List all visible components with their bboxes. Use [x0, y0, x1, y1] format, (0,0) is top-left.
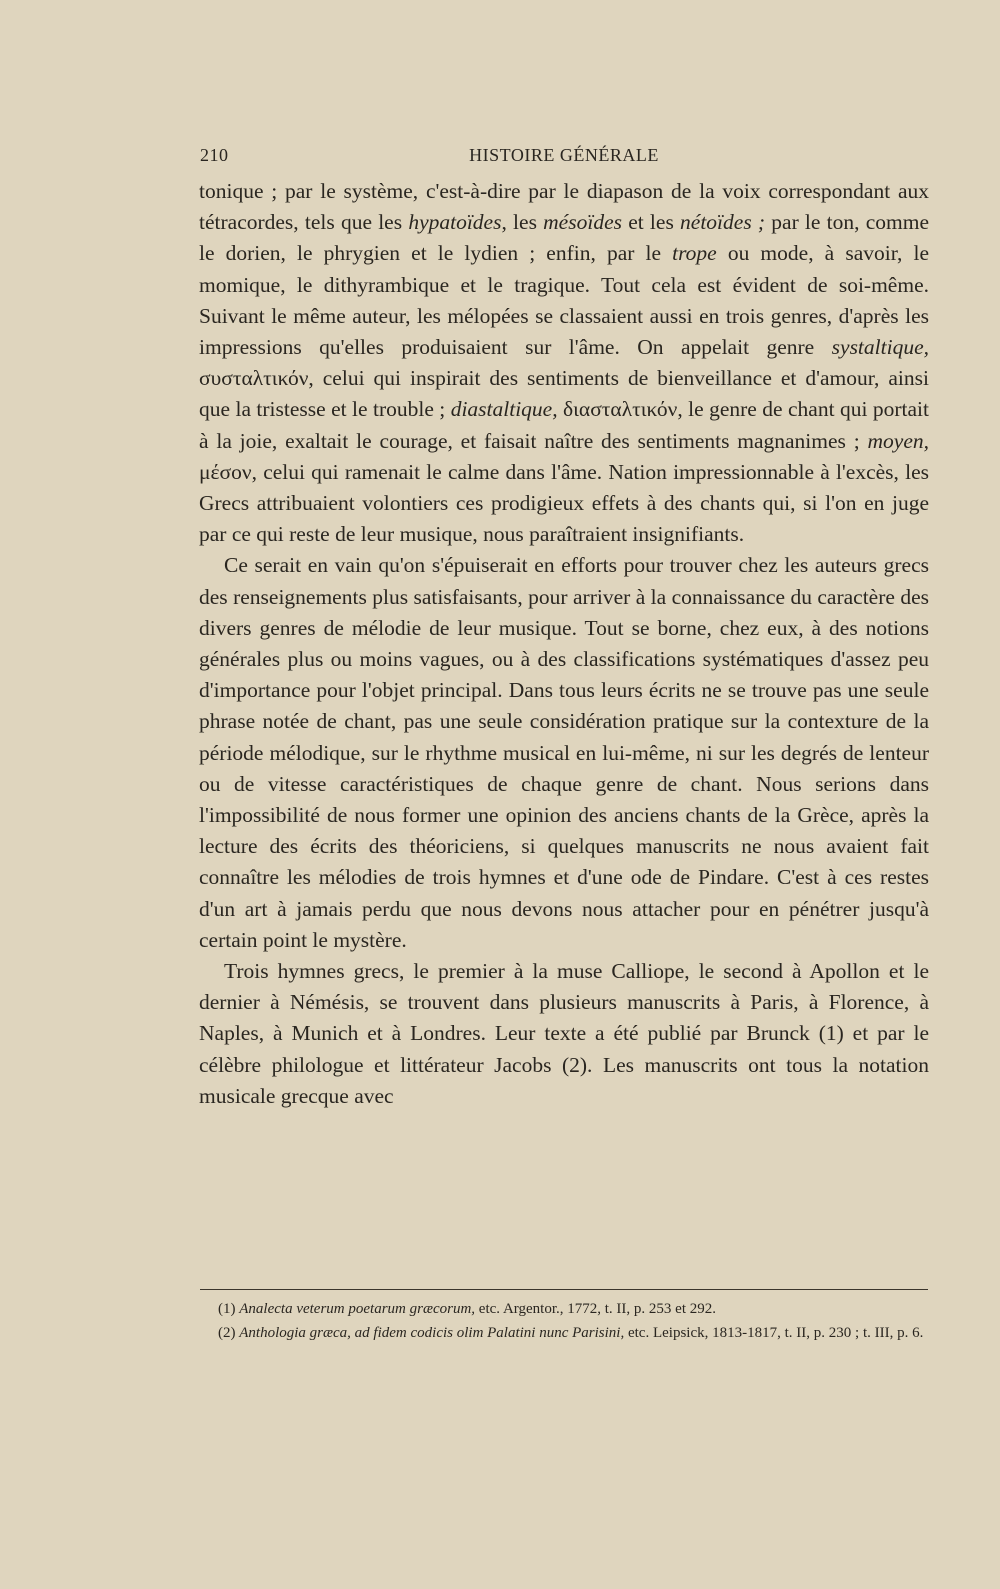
footnote-run: etc. Argentor., 1772, t. II, p. 253 et 292. — [475, 1301, 716, 1317]
footnote-2 — [200, 1321, 928, 1345]
text-run: Trois hymnes grecs, le premier à la muse Calliope, le second à Apollon et le dernier à Némésis, se trouvent dans plusieurs manuscrits à Paris, à Florence, à Naples, à Munich et à Londres. Leur texte a été publié par Brunck (1) et par le célèbre philologue et littérateur Jacobs (2). Les manuscrits ont tous la notation musicale grecque avec — [199, 959, 929, 1108]
footnote-run: Analecta veterum poetarum græcorum, — [239, 1301, 476, 1317]
footnote-run: (2) — [218, 1325, 240, 1341]
text-run: par le ton, comme le dorien, le phrygien et le lydien ; enfin, par le — [199, 210, 930, 266]
text-run: diastaltique, — [450, 397, 558, 422]
paragraph-2 — [199, 550, 929, 956]
text-run: διασταλτικόν, le genre de chant qui portait à la joie, exaltait le courage, et faisait naître des sentiments magnanimes ; — [199, 397, 929, 453]
footnote-rule — [200, 1289, 928, 1290]
text-run: ou mode, à savoir, le momique, le dithyrambique et le tragique. Tout cela est évident de soi-même. Suivant le même auteur, les mélopées se classaient aussi en trois genres, d'après les impressions qu'elles produisaient sur l'âme. On appelait genre — [199, 241, 929, 360]
text-run: nétoïdes ; — [680, 210, 766, 235]
page-number: 210 — [200, 145, 229, 165]
running-title: HISTOIRE GÉNÉRALE — [469, 145, 659, 165]
footnote-run: Anthologia græca, ad fidem codicis olim Palatini nunc Parisini, — [239, 1325, 625, 1341]
text-run: et les — [621, 210, 681, 235]
text-run: systaltique, — [831, 335, 929, 360]
text-run: συσταλτικόν, celui qui inspirait des sentiments de bienveillance et d'amour, ainsi que la tristesse et le trouble ; — [199, 366, 929, 422]
main-text — [199, 176, 929, 1112]
footnotes — [200, 1297, 928, 1345]
paragraph-3 — [199, 956, 929, 1112]
text-run: , les — [501, 210, 544, 235]
footnote-run: (1) — [218, 1301, 240, 1317]
text-run: hypatoïdes — [408, 210, 502, 235]
text-run: moyen, — [867, 428, 929, 453]
paragraph-1 — [199, 176, 929, 550]
text-run: mésoïdes — [543, 210, 622, 235]
footnote-1 — [200, 1297, 928, 1321]
text-run: Ce serait en vain qu'on s'épuiserait en efforts pour trouver chez les auteurs grecs des renseignements plus satisfaisants, pour arriver à la connaissance du caractère des divers genres de mélodie de leur musique. Tout se borne, chez eux, à des notions générales plus ou moins vagues, ou à des classifications systématiques d'assez peu d'importance pour l'objet principal. Dans tous leurs écrits ne se trouve pas une seule phrase notée de chant, pas une seule considération pratique sur la contexture de la période mélodique, sur le rhythme musical en lui-même, ni sur les degrés de lenteur ou de vitesse caractéristiques de chaque genre de chant. Nous serions dans l'impossibilité de nous former une opinion des anciens chants de la Grèce, après la lecture des écrits des théoriciens, si quelques manuscrits ne nous avaient fait connaître les mélodies de trois hymnes et d'une ode de Pindare. C'est à ces restes d'un art à jamais perdu que nous devons nous attacher pour en pénétrer jusqu'à certain point le mystère. — [199, 553, 929, 952]
text-run: trope — [672, 241, 717, 266]
text-run: tonique ; par le système, c'est-à-dire par le diapason de la voix correspondant aux tétracordes, tels que les — [199, 179, 929, 235]
footnote-run: etc. Leipsick, 1813-1817, t. II, p. 230 ; t. III, p. 6. — [624, 1325, 924, 1341]
running-header — [200, 145, 928, 169]
text-run: μέσον, celui qui ramenait le calme dans l'âme. Nation impressionnable à l'excès, les Grecs attribuaient volontiers ces prodigieux effets à des chants qui, si l'on en juge par ce qui reste de leur musique, nous paraîtraient insignifiants. — [199, 459, 929, 547]
